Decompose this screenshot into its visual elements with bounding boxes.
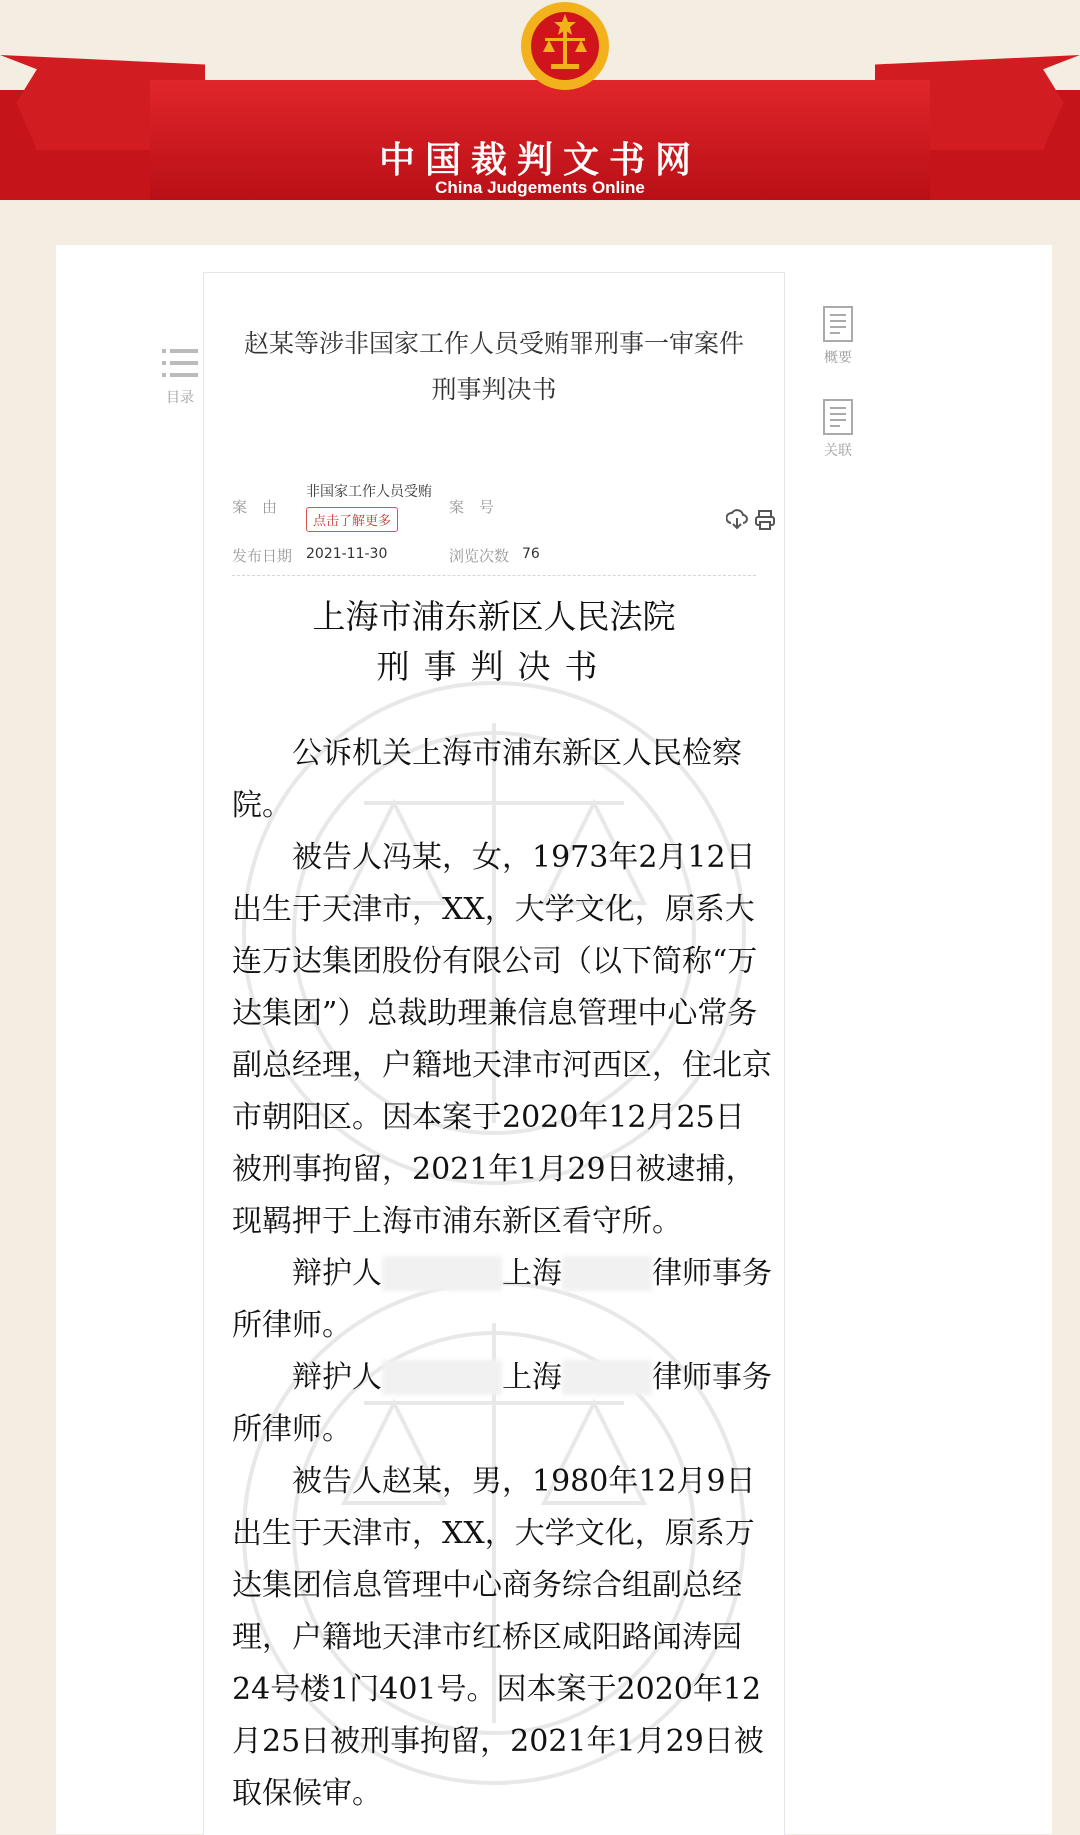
cause-label: 案 由: [232, 498, 278, 516]
document-icon: [822, 305, 854, 343]
publish-date-value: 2021-11-30: [306, 546, 388, 562]
site-banner: [0, 0, 1080, 200]
toc-label: 目录: [166, 390, 194, 406]
list-icon: [160, 347, 200, 383]
cause-value: 非国家工作人员受贿: [306, 484, 432, 500]
summary-button[interactable]: [816, 305, 860, 367]
redacted-firm: [562, 1256, 652, 1291]
site-subtitle: China Judgements Online: [435, 178, 645, 197]
document-panel: [203, 272, 785, 1835]
toc-button[interactable]: [158, 347, 202, 407]
firm-suffix: 律师事务所律师。: [232, 1256, 772, 1343]
firm-prefix: 上海: [502, 1256, 562, 1291]
document-title: [204, 321, 784, 413]
view-count-label: 浏览次数: [449, 547, 510, 565]
view-count-value: 76: [522, 546, 540, 562]
meta-divider: [232, 575, 756, 576]
site-title: 中国裁判文书网: [378, 140, 701, 181]
defense-label: 辩护人: [292, 1256, 382, 1291]
summary-label: 概要: [824, 350, 852, 366]
redacted-name: [382, 1360, 502, 1395]
related-button[interactable]: [816, 398, 860, 460]
learn-more-button[interactable]: 点击了解更多: [306, 507, 398, 532]
document-title-line1: 赵某等涉非国家工作人员受贿罪刑事一审案件: [243, 329, 744, 358]
document-title-line2: 刑事判决书: [431, 375, 557, 404]
print-icon[interactable]: [754, 509, 776, 531]
case-number-label: 案 号: [449, 498, 495, 516]
document-type: 刑事判决书: [376, 647, 612, 686]
document-icon: [822, 398, 854, 436]
paragraph-defendant-zhao: 被告人赵某，男，1980年12月9日出生于天津市，XX，大学文化，原系万达集团信息管理中心商务综合组副总经理，户籍地天津市红桥区咸阳路闻涛园24号楼1门401号。因本案于2020年12月25日被刑事拘留，2021年1月29日被取保候审。: [232, 1464, 764, 1811]
redacted-firm: [562, 1360, 652, 1395]
court-emblem-logo: [515, 0, 615, 100]
publish-date-label: 发布日期: [232, 547, 293, 565]
firm-suffix: 律师事务所律师。: [232, 1360, 772, 1447]
redacted-name: [382, 1256, 502, 1291]
judgement-body: [232, 728, 772, 1820]
firm-prefix: 上海: [502, 1360, 562, 1395]
paragraph-defendant-feng: 被告人冯某，女，1973年2月12日出生于天津市，XX，大学文化，原系大连万达集团股份有限公司（以下简称“万达集团”）总裁助理兼信息管理中心常务副总经理，户籍地天津市河西区，住北京市朝阳区。因本案于2020年12月25日被刑事拘留，2021年1月29日被逮捕，现羁押于上海市浦东新区看守所。: [232, 840, 772, 1239]
paragraph-prosecutor: 公诉机关上海市浦东新区人民检察院。: [232, 736, 742, 823]
court-name: 上海市浦东新区人民法院: [312, 597, 676, 636]
defense-label: 辩护人: [292, 1360, 382, 1395]
paragraph-defense-counsel-2: [232, 1352, 772, 1456]
paragraph-defense-counsel-1: [232, 1248, 772, 1352]
related-label: 关联: [824, 443, 852, 459]
download-icon[interactable]: [726, 509, 748, 531]
